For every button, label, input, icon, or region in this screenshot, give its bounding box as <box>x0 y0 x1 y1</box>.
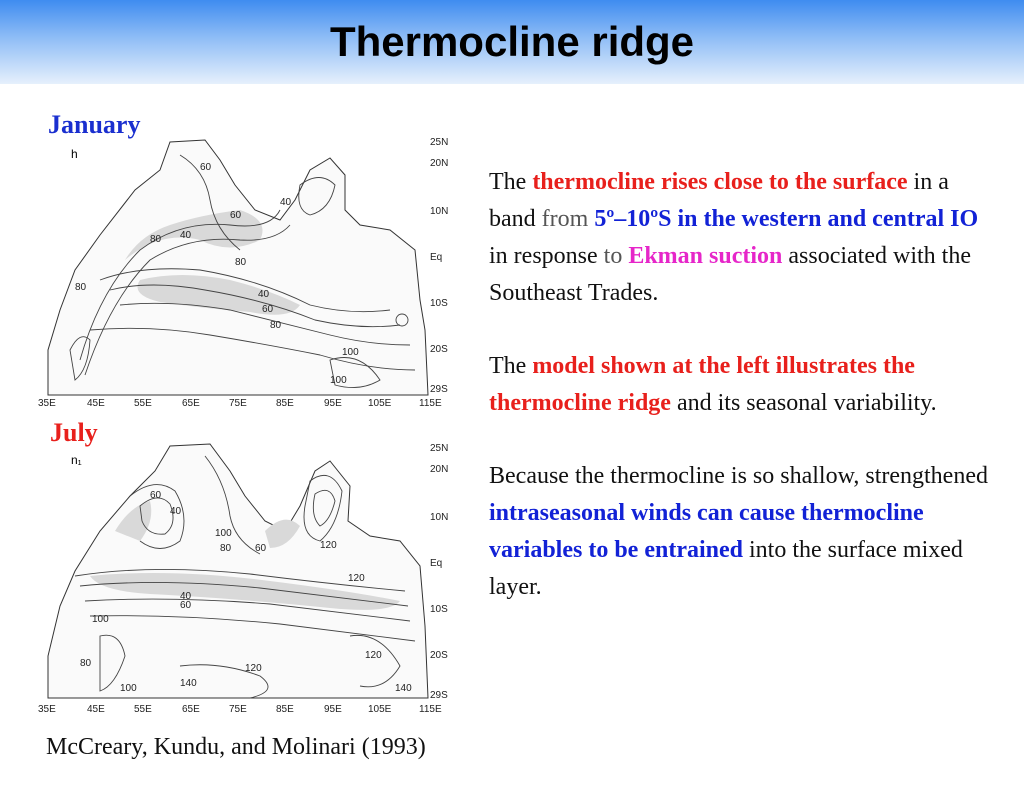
lat-tick-label: 29S <box>430 384 448 395</box>
lon-tick-label: 105E <box>368 398 392 409</box>
jul-contour-label: 140 <box>180 678 197 689</box>
lat-tick-label: 20S <box>430 344 448 355</box>
jul-contour-label: 60 <box>180 600 192 611</box>
jan-contour-label: 80 <box>270 320 282 331</box>
lon-tick-label: 75E <box>229 398 247 409</box>
january-thermocline-map <box>30 130 470 410</box>
lat-tick-label: 20S <box>430 650 448 661</box>
lat-tick-label: 20N <box>430 464 449 475</box>
lon-tick-label: 45E <box>87 704 105 715</box>
explanation-text <box>489 164 1001 642</box>
lon-tick-label: 115E <box>419 398 442 409</box>
text-run: to <box>603 243 623 269</box>
jul-contour-label: 120 <box>365 650 382 661</box>
jan-contour-label: 40 <box>280 197 292 208</box>
highlight-blue: intraseasonal winds can cause thermocline variables to be entrained <box>489 500 924 563</box>
lon-tick-label: 105E <box>368 704 392 715</box>
lat-tick-label: Eq <box>430 558 443 569</box>
jul-contour-label: 80 <box>80 658 92 669</box>
jan-contour-label: 100 <box>342 347 359 358</box>
july-lon-axis <box>38 704 442 715</box>
july-subpanel-label: n₁ <box>71 453 82 467</box>
text-run: into the surface mixed layer. <box>489 537 963 600</box>
jul-contour-label: 40 <box>180 591 192 602</box>
jan-contour-label: 100 <box>330 375 347 386</box>
jul-contour-label: 60 <box>150 490 162 501</box>
text-run: The <box>489 169 533 195</box>
lat-tick-label: 10N <box>430 206 449 217</box>
lon-tick-label: 35E <box>38 398 56 409</box>
lat-tick-label: 29S <box>430 690 448 701</box>
text-run: The <box>489 353 533 379</box>
jan-contour-label: 80 <box>150 234 162 245</box>
jan-contour-label: 60 <box>200 162 212 173</box>
lon-tick-label: 55E <box>134 704 152 715</box>
highlight-red: model shown at the left illustrates the thermocline ridge <box>489 353 915 416</box>
citation: McCreary, Kundu, and Molinari (1993) <box>46 734 426 760</box>
july-thermocline-map <box>30 436 470 716</box>
lon-tick-label: 35E <box>38 704 56 715</box>
jul-contour-label: 80 <box>220 543 232 554</box>
july-lat-axis <box>430 443 448 701</box>
lat-tick-label: Eq <box>430 252 443 263</box>
lon-tick-label: 85E <box>276 398 294 409</box>
text-run: from <box>541 206 589 232</box>
lon-tick-label: 65E <box>182 704 200 715</box>
lon-tick-label: 95E <box>324 398 342 409</box>
january-subpanel-label: h <box>71 147 78 161</box>
text-run: in response <box>489 243 604 269</box>
slide-title: Thermocline ridge <box>329 18 695 65</box>
jan-contour-label: 60 <box>230 210 242 221</box>
jul-contour-label: 100 <box>215 528 232 539</box>
july-label: July <box>50 418 98 447</box>
jan-contour-label: 60 <box>262 304 274 315</box>
lat-tick-label: 25N <box>430 137 449 148</box>
lat-tick-label: 20N <box>430 158 449 169</box>
paragraph-model <box>489 348 1001 422</box>
highlight-red: thermocline rises close to the surface <box>532 169 908 195</box>
lon-tick-label: 115E <box>419 704 442 715</box>
text-run: and its seasonal variability. <box>670 390 937 416</box>
jul-contour-label: 60 <box>255 543 267 554</box>
lon-tick-label: 55E <box>134 398 152 409</box>
lon-tick-label: 65E <box>182 398 200 409</box>
january-lat-axis <box>430 137 448 395</box>
highlight-blue: 5º–10ºS in the western and central IO <box>594 206 979 232</box>
lat-tick-label: 10S <box>430 298 448 309</box>
jul-contour-label: 120 <box>348 573 365 584</box>
jul-contour-label: 120 <box>320 540 337 551</box>
text-run: associated with the Southeast Trades. <box>489 243 971 306</box>
text-run: Because the thermocline is so shallow, strengthened <box>489 463 988 489</box>
lat-tick-label: 25N <box>430 443 449 454</box>
paragraph-thermocline-rises <box>489 164 1001 312</box>
highlight-magenta: Ekman suction <box>628 243 783 269</box>
january-label: January <box>48 110 141 139</box>
jan-contour-label: 40 <box>258 289 270 300</box>
title-banner <box>0 0 1024 84</box>
jul-contour-label: 100 <box>92 614 109 625</box>
jan-contour-label: 80 <box>75 282 87 293</box>
lat-tick-label: 10N <box>430 512 449 523</box>
jul-contour-label: 120 <box>245 663 262 674</box>
lon-tick-label: 75E <box>229 704 247 715</box>
jul-contour-label: 100 <box>120 683 137 694</box>
jan-contour-label: 40 <box>180 230 192 241</box>
jul-contour-label: 140 <box>395 683 412 694</box>
lon-tick-label: 85E <box>276 704 294 715</box>
jan-contour-label: 80 <box>235 257 247 268</box>
january-lon-axis <box>38 398 442 409</box>
text-run: in a band <box>489 169 949 232</box>
jul-contour-label: 40 <box>170 506 182 517</box>
paragraph-intraseasonal <box>489 458 1001 606</box>
lon-tick-label: 95E <box>324 704 342 715</box>
lon-tick-label: 45E <box>87 398 105 409</box>
lat-tick-label: 10S <box>430 604 448 615</box>
